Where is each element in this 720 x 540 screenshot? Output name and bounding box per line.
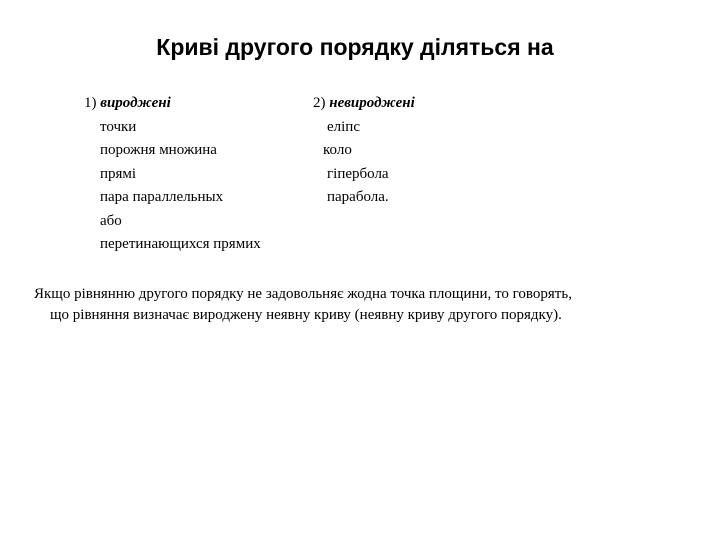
- note-paragraph: [34, 284, 700, 326]
- degenerate-curves-list: [84, 92, 261, 257]
- nondegenerate-curves-list: [313, 92, 415, 210]
- degenerate-term: виродженi: [100, 95, 171, 111]
- nondegenerate-heading: [313, 92, 415, 116]
- list-item: еліпс: [327, 118, 360, 135]
- nondegenerate-term: невиродженi: [329, 95, 415, 111]
- list-item: точки: [100, 118, 137, 135]
- list-item: гіпербола: [327, 165, 389, 182]
- list-item: порожня множина: [100, 142, 217, 158]
- list-item: або: [100, 212, 122, 229]
- list-item: пара параллельных: [100, 189, 224, 205]
- degenerate-number: 1): [84, 95, 97, 111]
- note-line-1: Якщо рівнянню другого порядку не задовольняє жодна точка площини, то говорять,: [34, 286, 572, 302]
- note-line-2: що рівняння визначає вироджену неявну криву (неявну криву другого порядку).: [50, 307, 562, 323]
- degenerate-heading: [84, 92, 261, 116]
- list-item: прямі: [100, 165, 137, 182]
- list-item: парабола.: [327, 189, 389, 205]
- list-item: перетинающихся прямих: [100, 236, 261, 252]
- nondegenerate-number: 2): [313, 95, 326, 111]
- slide-title: Криві другого порядку діляться на: [156, 34, 554, 60]
- list-item: коло: [323, 142, 352, 158]
